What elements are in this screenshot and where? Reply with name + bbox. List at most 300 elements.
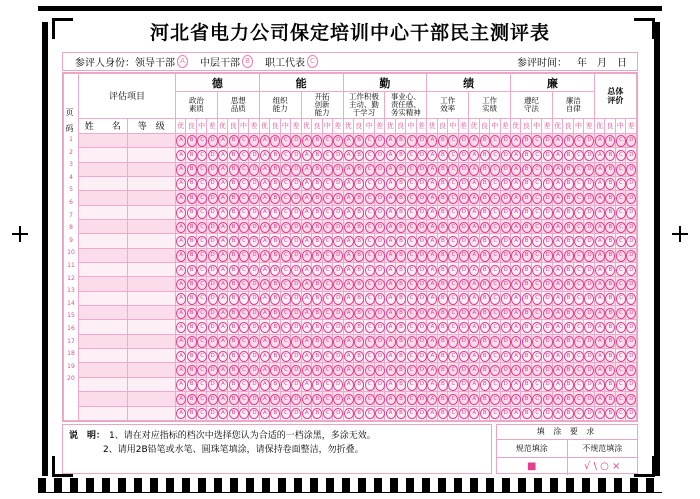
bubble-cell[interactable]: [385, 162, 395, 176]
bubble-cell[interactable]: [406, 220, 416, 234]
answer-bubble[interactable]: C: [239, 351, 249, 362]
bubble-cell[interactable]: [437, 277, 447, 291]
bubble-cell[interactable]: [353, 148, 363, 162]
answer-bubble[interactable]: C: [448, 164, 458, 175]
bubble-cell[interactable]: [280, 248, 290, 262]
bubble-cell[interactable]: [343, 148, 353, 162]
bubble-cell[interactable]: [196, 363, 206, 377]
bubble-cell[interactable]: [207, 334, 217, 348]
bubble-cell[interactable]: [469, 148, 479, 162]
bubble-cell[interactable]: [395, 220, 405, 234]
bubble-cell[interactable]: [490, 334, 500, 348]
bubble-cell[interactable]: [270, 148, 280, 162]
bubble-cell[interactable]: [594, 177, 604, 191]
answer-bubble[interactable]: A: [302, 308, 312, 319]
bubble-cell[interactable]: [280, 177, 290, 191]
answer-bubble[interactable]: C: [239, 222, 249, 233]
bubble-cell[interactable]: [291, 277, 301, 291]
bubble-cell[interactable]: [626, 392, 637, 406]
answer-bubble[interactable]: C: [616, 365, 626, 376]
answer-bubble[interactable]: D: [291, 135, 301, 146]
bubble-cell[interactable]: [573, 162, 583, 176]
answer-bubble[interactable]: D: [501, 351, 511, 362]
answer-bubble[interactable]: B: [564, 379, 574, 390]
bubble-cell[interactable]: [364, 133, 374, 147]
answer-bubble[interactable]: B: [438, 150, 448, 161]
answer-bubble[interactable]: C: [197, 164, 207, 175]
answer-bubble[interactable]: A: [427, 135, 437, 146]
bubble-cell[interactable]: [291, 220, 301, 234]
answer-bubble[interactable]: B: [522, 279, 532, 290]
answer-bubble[interactable]: B: [187, 236, 197, 247]
answer-bubble[interactable]: A: [218, 308, 228, 319]
answer-bubble[interactable]: A: [260, 336, 270, 347]
bubble-cell[interactable]: [584, 349, 594, 363]
answer-bubble[interactable]: D: [249, 222, 259, 233]
answer-bubble[interactable]: B: [438, 351, 448, 362]
answer-bubble[interactable]: B: [396, 293, 406, 304]
bubble-cell[interactable]: [521, 291, 531, 305]
answer-bubble[interactable]: B: [354, 408, 364, 419]
bubble-cell[interactable]: [437, 377, 447, 391]
answer-bubble[interactable]: A: [218, 222, 228, 233]
bubble-cell[interactable]: [186, 220, 196, 234]
bubble-cell[interactable]: [217, 162, 227, 176]
bubble-cell[interactable]: [249, 234, 259, 248]
answer-bubble[interactable]: D: [375, 150, 385, 161]
bubble-cell[interactable]: [353, 177, 363, 191]
answer-bubble[interactable]: C: [365, 178, 375, 189]
answer-bubble[interactable]: D: [501, 308, 511, 319]
bubble-cell[interactable]: [270, 177, 280, 191]
bubble-cell[interactable]: [531, 234, 541, 248]
bubble-cell[interactable]: [469, 349, 479, 363]
bubble-cell[interactable]: [280, 205, 290, 219]
answer-bubble[interactable]: A: [260, 279, 270, 290]
bubble-cell[interactable]: [333, 320, 343, 334]
bubble-cell[interactable]: [448, 306, 458, 320]
answer-bubble[interactable]: B: [480, 178, 490, 189]
bubble-cell[interactable]: [217, 191, 227, 205]
answer-bubble[interactable]: B: [354, 250, 364, 261]
answer-bubble[interactable]: C: [239, 164, 249, 175]
answer-bubble[interactable]: C: [197, 222, 207, 233]
bubble-cell[interactable]: [291, 392, 301, 406]
answer-bubble[interactable]: A: [260, 236, 270, 247]
answer-bubble[interactable]: A: [595, 379, 605, 390]
bubble-cell[interactable]: [217, 392, 227, 406]
answer-bubble[interactable]: B: [396, 308, 406, 319]
answer-bubble[interactable]: C: [281, 150, 291, 161]
bubble-cell[interactable]: [217, 234, 227, 248]
answer-bubble[interactable]: A: [176, 279, 186, 290]
bubble-cell[interactable]: [385, 248, 395, 262]
answer-bubble[interactable]: C: [197, 265, 207, 276]
answer-bubble[interactable]: C: [407, 250, 417, 261]
bubble-cell[interactable]: [448, 406, 458, 420]
bubble-cell[interactable]: [374, 377, 384, 391]
bubble-cell[interactable]: [552, 406, 562, 420]
bubble-cell[interactable]: [406, 148, 416, 162]
answer-bubble[interactable]: A: [176, 178, 186, 189]
answer-bubble[interactable]: B: [270, 265, 280, 276]
answer-bubble[interactable]: A: [386, 265, 396, 276]
answer-bubble[interactable]: C: [490, 322, 500, 333]
answer-bubble[interactable]: B: [229, 308, 239, 319]
answer-bubble[interactable]: C: [365, 408, 375, 419]
bubble-cell[interactable]: [176, 406, 186, 420]
bubble-cell[interactable]: [448, 220, 458, 234]
bubble-cell[interactable]: [416, 306, 426, 320]
bubble-cell[interactable]: [280, 191, 290, 205]
answer-bubble[interactable]: C: [616, 379, 626, 390]
answer-bubble[interactable]: A: [511, 265, 521, 276]
answer-bubble[interactable]: C: [323, 408, 333, 419]
bubble-cell[interactable]: [573, 205, 583, 219]
answer-bubble[interactable]: C: [407, 351, 417, 362]
bubble-cell[interactable]: [573, 377, 583, 391]
answer-bubble[interactable]: D: [208, 308, 218, 319]
answer-bubble[interactable]: B: [270, 236, 280, 247]
answer-bubble[interactable]: D: [333, 279, 343, 290]
bubble-cell[interactable]: [312, 263, 322, 277]
bubble-cell[interactable]: [500, 263, 510, 277]
bubble-cell[interactable]: [573, 277, 583, 291]
answer-bubble[interactable]: D: [249, 250, 259, 261]
bubble-cell[interactable]: [437, 263, 447, 277]
grade-cell[interactable]: [127, 306, 176, 320]
bubble-cell[interactable]: [353, 205, 363, 219]
answer-bubble[interactable]: A: [386, 336, 396, 347]
bubble-cell[interactable]: [249, 406, 259, 420]
bubble-cell[interactable]: [259, 220, 269, 234]
bubble-cell[interactable]: [563, 191, 573, 205]
bubble-cell[interactable]: [615, 148, 625, 162]
answer-bubble[interactable]: C: [197, 250, 207, 261]
answer-bubble[interactable]: C: [574, 379, 584, 390]
answer-bubble[interactable]: A: [595, 322, 605, 333]
bubble-cell[interactable]: [207, 133, 217, 147]
answer-bubble[interactable]: B: [312, 365, 322, 376]
bubble-cell[interactable]: [176, 291, 186, 305]
answer-bubble[interactable]: C: [323, 207, 333, 218]
answer-bubble[interactable]: C: [239, 293, 249, 304]
bubble-cell[interactable]: [333, 205, 343, 219]
bubble-cell[interactable]: [207, 205, 217, 219]
bubble-cell[interactable]: [196, 277, 206, 291]
bubble-cell[interactable]: [531, 162, 541, 176]
bubble-cell[interactable]: [594, 392, 604, 406]
bubble-cell[interactable]: [207, 148, 217, 162]
answer-bubble[interactable]: C: [239, 322, 249, 333]
bubble-cell[interactable]: [333, 306, 343, 320]
answer-bubble[interactable]: D: [333, 265, 343, 276]
answer-bubble[interactable]: A: [218, 379, 228, 390]
bubble-cell[interactable]: [238, 234, 248, 248]
bubble-cell[interactable]: [353, 248, 363, 262]
bubble-cell[interactable]: [479, 320, 489, 334]
bubble-cell[interactable]: [270, 162, 280, 176]
name-cell[interactable]: [79, 205, 128, 219]
answer-bubble[interactable]: C: [365, 293, 375, 304]
answer-bubble[interactable]: C: [574, 279, 584, 290]
bubble-cell[interactable]: [594, 377, 604, 391]
answer-bubble[interactable]: D: [291, 207, 301, 218]
bubble-cell[interactable]: [176, 234, 186, 248]
bubble-cell[interactable]: [353, 133, 363, 147]
answer-bubble[interactable]: C: [365, 236, 375, 247]
answer-bubble[interactable]: B: [564, 222, 574, 233]
bubble-cell[interactable]: [228, 220, 238, 234]
answer-bubble[interactable]: B: [522, 207, 532, 218]
answer-bubble[interactable]: D: [417, 193, 427, 204]
answer-bubble[interactable]: D: [249, 322, 259, 333]
answer-bubble[interactable]: C: [574, 236, 584, 247]
answer-bubble[interactable]: B: [312, 193, 322, 204]
answer-bubble[interactable]: A: [302, 265, 312, 276]
bubble-cell[interactable]: [217, 406, 227, 420]
bubble-cell[interactable]: [364, 320, 374, 334]
answer-bubble[interactable]: B: [229, 164, 239, 175]
bubble-cell[interactable]: [238, 349, 248, 363]
answer-bubble[interactable]: A: [218, 178, 228, 189]
answer-bubble[interactable]: D: [459, 394, 469, 405]
answer-bubble[interactable]: D: [333, 293, 343, 304]
bubble-cell[interactable]: [238, 220, 248, 234]
answer-bubble[interactable]: A: [469, 164, 479, 175]
answer-bubble[interactable]: C: [616, 236, 626, 247]
answer-bubble[interactable]: D: [626, 207, 636, 218]
bubble-cell[interactable]: [469, 263, 479, 277]
answer-bubble[interactable]: D: [543, 308, 553, 319]
answer-bubble[interactable]: A: [595, 408, 605, 419]
answer-bubble[interactable]: A: [553, 408, 563, 419]
grade-cell[interactable]: [127, 191, 176, 205]
answer-bubble[interactable]: A: [260, 164, 270, 175]
bubble-cell[interactable]: [542, 363, 552, 377]
bubble-cell[interactable]: [238, 248, 248, 262]
bubble-cell[interactable]: [531, 220, 541, 234]
bubble-cell[interactable]: [521, 148, 531, 162]
answer-bubble[interactable]: B: [438, 379, 448, 390]
answer-bubble[interactable]: B: [229, 222, 239, 233]
answer-bubble[interactable]: D: [543, 135, 553, 146]
answer-bubble[interactable]: C: [323, 250, 333, 261]
answer-bubble[interactable]: D: [208, 164, 218, 175]
bubble-cell[interactable]: [542, 148, 552, 162]
answer-bubble[interactable]: D: [208, 207, 218, 218]
bubble-cell[interactable]: [458, 177, 468, 191]
bubble-cell[interactable]: [385, 349, 395, 363]
answer-bubble[interactable]: C: [448, 150, 458, 161]
bubble-cell[interactable]: [238, 205, 248, 219]
answer-bubble[interactable]: D: [208, 150, 218, 161]
answer-bubble[interactable]: D: [459, 265, 469, 276]
answer-bubble[interactable]: B: [605, 222, 615, 233]
bubble-cell[interactable]: [605, 277, 615, 291]
bubble-cell[interactable]: [573, 406, 583, 420]
answer-bubble[interactable]: A: [469, 250, 479, 261]
answer-bubble[interactable]: C: [197, 193, 207, 204]
answer-bubble[interactable]: A: [260, 178, 270, 189]
name-cell[interactable]: [79, 377, 128, 391]
bubble-cell[interactable]: [270, 234, 280, 248]
answer-bubble[interactable]: C: [490, 394, 500, 405]
answer-bubble[interactable]: C: [365, 135, 375, 146]
answer-bubble[interactable]: C: [490, 236, 500, 247]
bubble-cell[interactable]: [280, 377, 290, 391]
bubble-cell[interactable]: [594, 220, 604, 234]
bubble-cell[interactable]: [343, 306, 353, 320]
bubble-cell[interactable]: [416, 220, 426, 234]
bubble-cell[interactable]: [511, 291, 521, 305]
answer-bubble[interactable]: B: [605, 279, 615, 290]
answer-bubble[interactable]: A: [469, 394, 479, 405]
answer-bubble[interactable]: C: [197, 408, 207, 419]
answer-bubble[interactable]: B: [605, 164, 615, 175]
bubble-cell[interactable]: [490, 191, 500, 205]
bubble-cell[interactable]: [615, 392, 625, 406]
bubble-cell[interactable]: [448, 392, 458, 406]
bubble-cell[interactable]: [186, 349, 196, 363]
answer-bubble[interactable]: B: [354, 193, 364, 204]
bubble-cell[interactable]: [207, 306, 217, 320]
bubble-cell[interactable]: [458, 320, 468, 334]
bubble-cell[interactable]: [458, 406, 468, 420]
bubble-cell[interactable]: [259, 248, 269, 262]
bubble-cell[interactable]: [437, 205, 447, 219]
bubble-cell[interactable]: [291, 177, 301, 191]
bubble-cell[interactable]: [552, 191, 562, 205]
bubble-cell[interactable]: [343, 277, 353, 291]
answer-bubble[interactable]: B: [480, 250, 490, 261]
bubble-cell[interactable]: [458, 377, 468, 391]
bubble-cell[interactable]: [353, 191, 363, 205]
answer-bubble[interactable]: B: [187, 408, 197, 419]
bubble-cell[interactable]: [469, 191, 479, 205]
answer-bubble[interactable]: B: [522, 351, 532, 362]
bubble-cell[interactable]: [238, 263, 248, 277]
answer-bubble[interactable]: C: [365, 365, 375, 376]
bubble-cell[interactable]: [531, 334, 541, 348]
bubble-cell[interactable]: [374, 148, 384, 162]
bubble-cell[interactable]: [594, 248, 604, 262]
bubble-cell[interactable]: [563, 349, 573, 363]
answer-bubble[interactable]: D: [501, 193, 511, 204]
answer-bubble[interactable]: A: [344, 193, 354, 204]
bubble-cell[interactable]: [217, 306, 227, 320]
bubble-cell[interactable]: [312, 191, 322, 205]
bubble-cell[interactable]: [374, 334, 384, 348]
answer-bubble[interactable]: B: [438, 293, 448, 304]
bubble-cell[interactable]: [238, 320, 248, 334]
bubble-cell[interactable]: [416, 291, 426, 305]
bubble-cell[interactable]: [416, 248, 426, 262]
answer-bubble[interactable]: A: [386, 308, 396, 319]
bubble-cell[interactable]: [249, 392, 259, 406]
answer-bubble[interactable]: A: [595, 178, 605, 189]
bubble-cell[interactable]: [594, 133, 604, 147]
answer-bubble[interactable]: D: [417, 222, 427, 233]
bubble-cell[interactable]: [500, 377, 510, 391]
bubble-cell[interactable]: [511, 406, 521, 420]
answer-bubble[interactable]: A: [553, 365, 563, 376]
answer-bubble[interactable]: B: [396, 236, 406, 247]
bubble-cell[interactable]: [176, 377, 186, 391]
bubble-cell[interactable]: [228, 334, 238, 348]
bubble-cell[interactable]: [521, 377, 531, 391]
bubble-cell[interactable]: [249, 277, 259, 291]
answer-bubble[interactable]: B: [354, 222, 364, 233]
bubble-cell[interactable]: [458, 349, 468, 363]
answer-bubble[interactable]: D: [501, 236, 511, 247]
answer-bubble[interactable]: B: [354, 365, 364, 376]
bubble-cell[interactable]: [196, 177, 206, 191]
grade-cell[interactable]: [127, 234, 176, 248]
bubble-cell[interactable]: [511, 263, 521, 277]
bubble-cell[interactable]: [259, 291, 269, 305]
answer-bubble[interactable]: D: [584, 279, 594, 290]
answer-bubble[interactable]: A: [386, 408, 396, 419]
answer-bubble[interactable]: C: [616, 308, 626, 319]
answer-bubble[interactable]: D: [375, 408, 385, 419]
bubble-cell[interactable]: [207, 291, 217, 305]
answer-bubble[interactable]: C: [490, 135, 500, 146]
answer-bubble[interactable]: A: [469, 222, 479, 233]
bubble-cell[interactable]: [280, 133, 290, 147]
answer-bubble[interactable]: D: [375, 178, 385, 189]
answer-bubble[interactable]: D: [543, 250, 553, 261]
bubble-cell[interactable]: [395, 177, 405, 191]
answer-bubble[interactable]: A: [260, 308, 270, 319]
bubble-cell[interactable]: [249, 363, 259, 377]
answer-bubble[interactable]: C: [448, 207, 458, 218]
answer-bubble[interactable]: A: [553, 178, 563, 189]
answer-bubble[interactable]: A: [260, 394, 270, 405]
bubble-cell[interactable]: [291, 377, 301, 391]
answer-bubble[interactable]: A: [595, 265, 605, 276]
grade-cell[interactable]: [127, 205, 176, 219]
answer-bubble[interactable]: D: [459, 308, 469, 319]
bubble-cell[interactable]: [186, 234, 196, 248]
answer-bubble[interactable]: C: [365, 336, 375, 347]
bubble-cell[interactable]: [542, 177, 552, 191]
answer-bubble[interactable]: C: [574, 351, 584, 362]
answer-bubble[interactable]: A: [344, 164, 354, 175]
bubble-cell[interactable]: [343, 205, 353, 219]
bubble-cell[interactable]: [458, 334, 468, 348]
answer-bubble[interactable]: D: [626, 193, 636, 204]
bubble-cell[interactable]: [552, 334, 562, 348]
bubble-cell[interactable]: [228, 263, 238, 277]
answer-bubble[interactable]: A: [386, 379, 396, 390]
answer-bubble[interactable]: D: [543, 408, 553, 419]
answer-bubble[interactable]: D: [626, 279, 636, 290]
answer-bubble[interactable]: C: [197, 293, 207, 304]
bubble-cell[interactable]: [615, 320, 625, 334]
answer-bubble[interactable]: C: [490, 351, 500, 362]
bubble-cell[interactable]: [490, 377, 500, 391]
answer-bubble[interactable]: B: [480, 207, 490, 218]
answer-bubble[interactable]: A: [344, 250, 354, 261]
answer-bubble[interactable]: B: [229, 135, 239, 146]
bubble-cell[interactable]: [573, 263, 583, 277]
bubble-cell[interactable]: [448, 377, 458, 391]
bubble-cell[interactable]: [594, 406, 604, 420]
bubble-cell[interactable]: [406, 406, 416, 420]
bubble-cell[interactable]: [301, 277, 311, 291]
answer-bubble[interactable]: B: [480, 308, 490, 319]
